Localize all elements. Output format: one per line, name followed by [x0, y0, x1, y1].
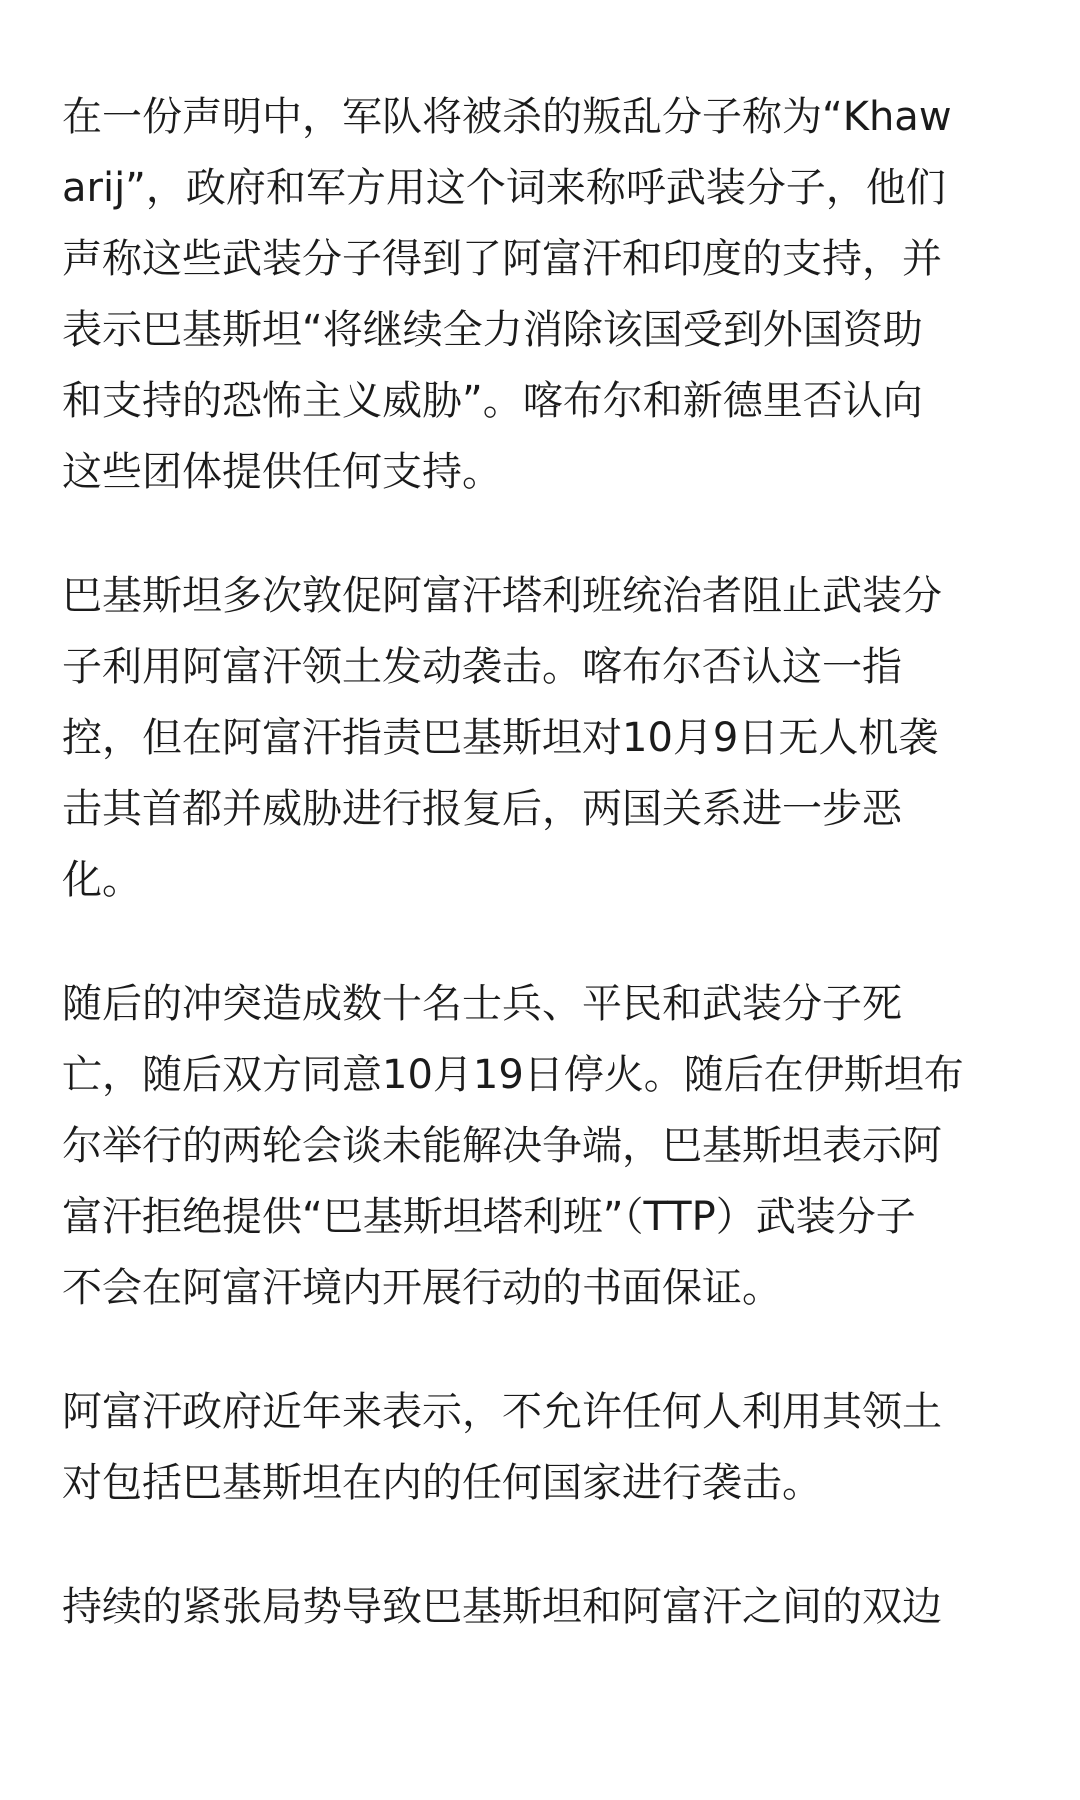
article-body: [62, 82, 1022, 1696]
paragraph-5: 持续的紧张局势导致巴基斯坦和阿富汗之间的双边: [62, 1584, 942, 1630]
paragraph-3: 随后的冲突造成数十名士兵、平民和武装分子死 亡，随后双方同意10月19日停火。随后在伊斯坦布 尔举行的两轮会谈未能解决争端，巴基斯坦表示阿 富汗拒绝提供“巴基斯坦塔利班”（TTP）武装分子 不会在阿富汗境内开展行动的书面保证。: [62, 981, 964, 1311]
paragraph-1: 在一份声明中，军队将被杀的叛乱分子称为“Khaw arij”，政府和军方用这个词来称呼武装分子，他们 声称这些武装分子得到了阿富汗和印度的支持，并 表示巴基斯坦“将继续全力消除该国受到外国资助 和支持的恐怖主义威胁”。喀布尔和新德里否认向 这些团体提供任何支持。: [62, 94, 952, 495]
paragraph-2: 巴基斯坦多次敦促阿富汗塔利班统治者阻止武装分 子利用阿富汗领土发动袭击。喀布尔否认这一指 控，但在阿富汗指责巴基斯坦对10月9日无人机袭 击其首都并威胁进行报复后，两国关系进一步恶 化。: [62, 573, 942, 903]
paragraph-4: 阿富汗政府近年来表示，不允许任何人利用其领土 对包括巴基斯坦在内的任何国家进行袭击。: [62, 1389, 942, 1506]
